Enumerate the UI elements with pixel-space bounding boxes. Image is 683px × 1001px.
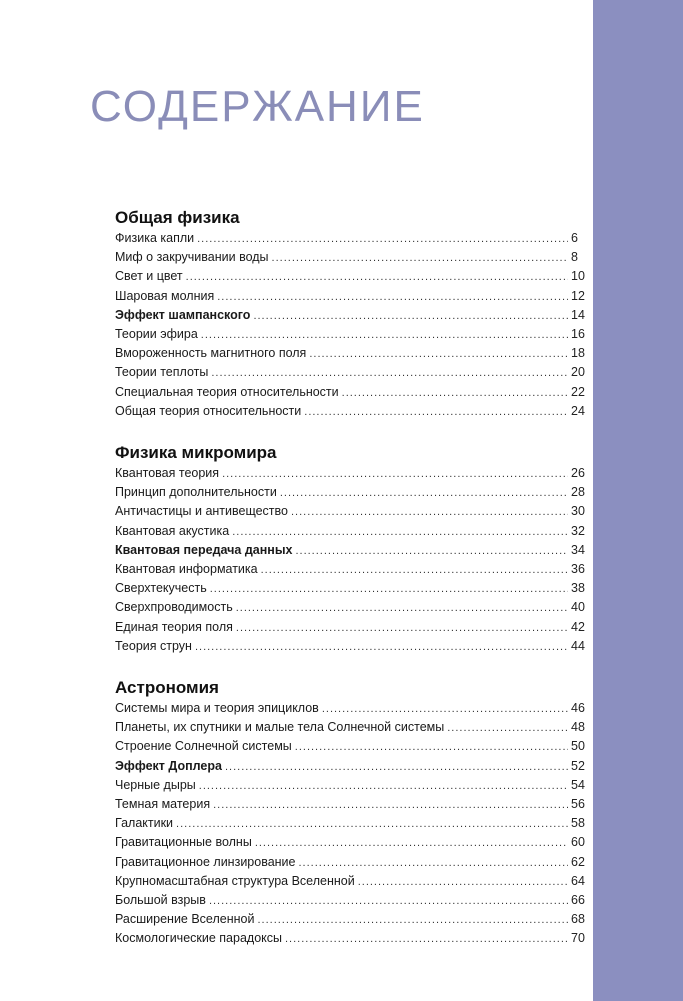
toc-entry[interactable] bbox=[115, 502, 595, 521]
toc-entry[interactable] bbox=[115, 795, 595, 814]
toc-entry-page: 66 bbox=[571, 892, 585, 907]
toc-entry[interactable] bbox=[115, 833, 595, 852]
toc-entry-title: Античастицы и антивещество bbox=[115, 504, 288, 519]
section-heading: Физика микромира bbox=[115, 443, 277, 462]
toc-entry-title: Расширение Вселенной bbox=[115, 912, 255, 927]
toc-entry-title: Строение Солнечной системы bbox=[115, 739, 292, 754]
toc-entry-title: Свет и цвет bbox=[115, 269, 183, 284]
toc-entry-page: 48 bbox=[571, 720, 585, 735]
toc-entry-page: 6 bbox=[571, 231, 578, 245]
toc-entry-page: 14 bbox=[571, 307, 585, 322]
toc-entry-title: Физика капли bbox=[115, 231, 195, 245]
dot-leader bbox=[309, 345, 568, 363]
toc-entry[interactable] bbox=[115, 560, 595, 579]
dot-leader bbox=[285, 930, 568, 948]
toc-entry-page: 30 bbox=[571, 504, 585, 519]
dot-leader bbox=[186, 268, 568, 286]
dot-leader bbox=[197, 230, 568, 248]
toc-entry-page: 68 bbox=[571, 912, 585, 927]
toc-entry[interactable] bbox=[115, 325, 595, 344]
toc-entry[interactable] bbox=[115, 522, 595, 541]
toc-entry[interactable] bbox=[115, 483, 595, 502]
dot-leader bbox=[211, 364, 568, 382]
toc-entry-page: 52 bbox=[571, 758, 585, 773]
toc-entry[interactable] bbox=[115, 910, 595, 929]
toc-entry-page: 38 bbox=[571, 581, 585, 596]
dot-leader bbox=[195, 638, 568, 656]
toc-entry-page: 70 bbox=[571, 931, 585, 946]
toc-entry-title: Космологические парадоксы bbox=[115, 931, 282, 946]
dot-leader bbox=[201, 326, 568, 344]
toc-entry-title: Единая теория поля bbox=[115, 619, 233, 634]
dot-leader bbox=[236, 619, 568, 637]
toc-entry-title: Квантовая передача данных bbox=[115, 542, 293, 557]
toc-entry-title: Галактики bbox=[115, 816, 174, 831]
entry-list bbox=[115, 699, 595, 948]
toc-entry[interactable] bbox=[115, 598, 595, 617]
toc-entry-page: 28 bbox=[571, 485, 585, 500]
dot-leader bbox=[257, 911, 568, 929]
dot-leader bbox=[342, 384, 568, 402]
page-title: СОДЕРЖАНИЕ bbox=[90, 82, 425, 131]
toc-entry-title: Вмороженность магнитного поля bbox=[115, 346, 307, 361]
dot-leader bbox=[295, 738, 568, 756]
toc-entry-title: Гравитационное линзирование bbox=[115, 854, 296, 869]
toc-entry[interactable] bbox=[115, 814, 595, 833]
toc-entry-title: Теории эфира bbox=[115, 326, 198, 341]
toc-entry[interactable] bbox=[115, 637, 595, 656]
toc-entry[interactable] bbox=[115, 267, 595, 286]
toc-entry-title: Темная материя bbox=[115, 796, 211, 811]
toc-entry[interactable] bbox=[115, 402, 595, 421]
toc-entry-title: Сверхтекучесть bbox=[115, 581, 207, 596]
toc-entry-page: 64 bbox=[571, 873, 585, 888]
toc-entry[interactable] bbox=[115, 757, 595, 776]
toc-section-microworld-physics bbox=[115, 441, 595, 656]
entry-list bbox=[115, 464, 595, 656]
toc-entry-title: Квантовая акустика bbox=[115, 523, 230, 538]
toc-entry[interactable] bbox=[115, 541, 595, 560]
dot-leader bbox=[295, 542, 568, 560]
toc-entry[interactable] bbox=[115, 853, 595, 872]
toc-section-astronomy bbox=[115, 676, 595, 948]
dot-leader bbox=[236, 599, 568, 617]
toc-entry[interactable] bbox=[115, 344, 595, 363]
dot-leader bbox=[232, 523, 568, 541]
toc-entry-title: Специальная теория относительности bbox=[115, 384, 339, 399]
dot-leader bbox=[217, 288, 568, 306]
toc-entry-page: 54 bbox=[571, 777, 585, 792]
entry-list bbox=[115, 229, 595, 421]
dot-leader bbox=[253, 307, 568, 325]
toc-entry-title: Большой взрыв bbox=[115, 892, 206, 907]
toc-entry-page: 42 bbox=[571, 619, 585, 634]
dot-leader bbox=[213, 796, 568, 814]
dot-leader bbox=[199, 777, 568, 795]
toc-entry-title: Теории теплоты bbox=[115, 365, 209, 380]
dot-leader bbox=[280, 484, 568, 502]
toc-entry-page: 50 bbox=[571, 739, 585, 754]
toc-entry-page: 10 bbox=[571, 269, 585, 284]
toc-entry[interactable] bbox=[115, 287, 595, 306]
toc-entry-title: Миф о закручивании воды bbox=[115, 250, 269, 265]
toc-entry-title: Эффект шампанского bbox=[115, 307, 251, 322]
toc-entry-page: 34 bbox=[571, 542, 585, 557]
dot-leader bbox=[225, 758, 568, 776]
toc-entry-page: 40 bbox=[571, 600, 585, 615]
toc-entry[interactable] bbox=[115, 464, 595, 483]
toc-entry[interactable] bbox=[115, 363, 595, 382]
toc-entry-page: 12 bbox=[571, 288, 585, 303]
toc-entry-page: 22 bbox=[571, 384, 585, 399]
toc-entry-title: Черные дыры bbox=[115, 777, 196, 792]
toc-entry[interactable] bbox=[115, 248, 595, 267]
toc-entry[interactable] bbox=[115, 229, 595, 248]
dot-leader bbox=[272, 249, 568, 267]
toc-entry[interactable] bbox=[115, 891, 595, 910]
toc-entry-page: 32 bbox=[571, 523, 585, 538]
dot-leader bbox=[304, 403, 568, 421]
dot-leader bbox=[261, 561, 568, 579]
dot-leader bbox=[447, 719, 568, 737]
toc-entry-title: Шаровая молния bbox=[115, 288, 215, 303]
dot-leader bbox=[299, 854, 569, 872]
toc-entry-title: Квантовая информатика bbox=[115, 561, 258, 576]
toc-entry-title: Гравитационные волны bbox=[115, 835, 252, 850]
toc-entry-page: 62 bbox=[571, 854, 585, 869]
dot-leader bbox=[322, 700, 568, 718]
toc-entry-page: 8 bbox=[571, 250, 578, 265]
dot-leader bbox=[358, 873, 568, 891]
toc-entry-page: 44 bbox=[571, 638, 585, 653]
toc-entry-title: Общая теория относительности bbox=[115, 403, 302, 418]
toc-entry[interactable] bbox=[115, 306, 595, 325]
toc-entry-page: 20 bbox=[571, 365, 585, 380]
dot-leader bbox=[255, 834, 568, 852]
toc-entry-page: 56 bbox=[571, 796, 585, 811]
toc-entry[interactable] bbox=[115, 618, 595, 637]
toc-entry[interactable] bbox=[115, 737, 595, 756]
toc-entry[interactable] bbox=[115, 872, 595, 891]
toc-entry-title: Планеты, их спутники и малые тела Солнечной системы bbox=[115, 720, 445, 735]
toc-entry-page: 18 bbox=[571, 346, 585, 361]
toc-entry-page: 60 bbox=[571, 835, 585, 850]
section-heading: Общая физика bbox=[115, 208, 240, 227]
toc-entry-page: 46 bbox=[571, 701, 585, 715]
toc-entry-title: Квантовая теория bbox=[115, 466, 220, 480]
toc-entry-page: 26 bbox=[571, 466, 585, 480]
toc-entry[interactable] bbox=[115, 929, 595, 948]
dot-leader bbox=[210, 580, 568, 598]
toc-entry-page: 36 bbox=[571, 561, 585, 576]
toc-entry-title: Принцип дополнительности bbox=[115, 485, 277, 500]
toc-entry[interactable] bbox=[115, 383, 595, 402]
toc-entry[interactable] bbox=[115, 718, 595, 737]
sidebar-band bbox=[593, 0, 683, 1001]
toc-entry-title: Системы мира и теория эпициклов bbox=[115, 701, 319, 715]
dot-leader bbox=[209, 892, 568, 910]
toc-entry-title: Крупномасштабная структура Вселенной bbox=[115, 873, 355, 888]
toc-entry-page: 16 bbox=[571, 326, 585, 341]
toc-section-general-physics bbox=[115, 206, 595, 421]
toc-entry-page: 24 bbox=[571, 403, 585, 418]
toc-entry-title: Теория струн bbox=[115, 638, 192, 653]
dot-leader bbox=[176, 815, 568, 833]
toc-entry-page: 58 bbox=[571, 816, 585, 831]
dot-leader bbox=[291, 503, 568, 521]
toc-entry[interactable] bbox=[115, 579, 595, 598]
toc-entry-title: Сверхпроводимость bbox=[115, 600, 233, 615]
dot-leader bbox=[222, 465, 568, 483]
section-heading: Астрономия bbox=[115, 678, 219, 697]
toc-entry[interactable] bbox=[115, 776, 595, 795]
toc-entry-title: Эффект Доплера bbox=[115, 758, 222, 773]
toc-entry[interactable] bbox=[115, 699, 595, 718]
